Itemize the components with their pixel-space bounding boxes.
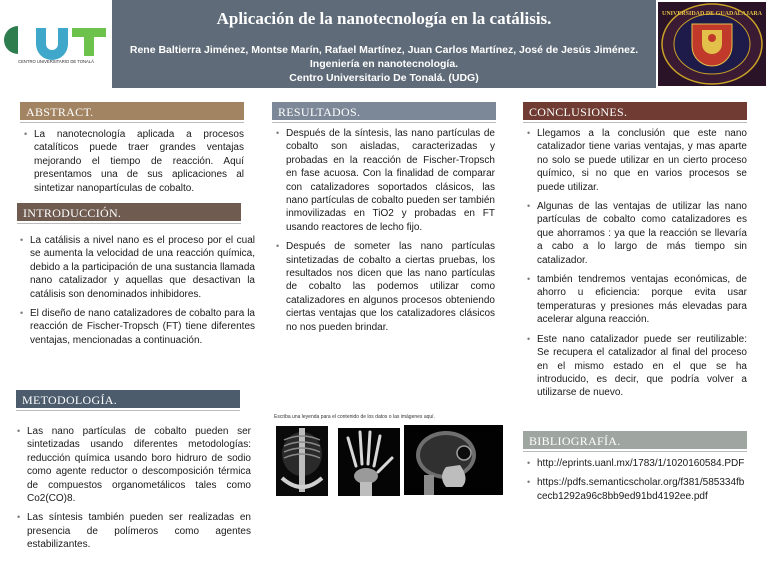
bibliography-link[interactable]: • https://pdfs.semanticscholar.org/f381/585334fbcecb1292a96c8bb9ed91bd4192ee.pdf <box>523 476 747 503</box>
resultados-list <box>272 127 495 340</box>
conclusiones-item: • Llegamos a la conclusión que este nano catalizador tiene varias ventajas, y mas aparte no solo se puede utilizar en un cierto proceso químico, si no que en varios procesos se puede utilizar. <box>523 127 747 194</box>
abstract-heading: ABSTRACT. <box>20 102 244 122</box>
metodologia-item: • Las síntesis también pueden ser realizadas en presencia de polímeros como agentes estabilizantes. <box>13 511 251 551</box>
institution-line: Centro Universitario De Tonalá. (UDG) <box>289 72 479 84</box>
conclusiones-list <box>523 127 747 406</box>
bibliografia-list <box>523 457 747 509</box>
bibliography-link[interactable]: • http://eprints.uanl.mx/1783/1/1020160584.PDF <box>523 457 747 470</box>
resultados-item: • Después de la síntesis, las nano partículas de cobalto son aisladas, caracterizadas y probadas en la reacción de Fischer-Tropsch en fase acuosa. Con la finalidad de comparar con catalizadores soportados clásicos, las nano partículas de cobalto pueden ser también inmovilizadas en TiO2 y probadas en FT usando reactores de lecho fijo. <box>272 127 495 234</box>
resultados-item: • Después de someter las nano partículas sintetizadas de cobalto a ciertas pruebas, los resultados nos dicen que las nano partículas de cobalto las podemos utilizar como catalizadores en algunos procesos obteniendo ciertas ventajas que los catalizadores clásicos no nos pueden brindar. <box>272 240 495 334</box>
conclusiones-item: • Algunas de las ventajas de utilizar las nano partículas de cobalto como catalizadores es que ahorramos : ya que la reacción se llevaría a cabo a lo largo de más tiempo sin catalizador. <box>523 200 747 267</box>
skull-xray-image <box>404 425 503 495</box>
poster-title: Aplicación de la nanotecnología en la catálisis. <box>216 9 552 28</box>
figure-caption: Escriba una leyenda para el contenido de los datos o las imágenes aquí. <box>274 414 435 420</box>
spine-xray-image <box>276 426 328 496</box>
authors-line: Rene Baltierra Jiménez, Montse Marín, Rafael Martínez, Juan Carlos Martínez, José de Jesús Jiménez. <box>129 44 639 56</box>
metodologia-heading: METODOLOGÍA. <box>16 390 240 410</box>
udg-seal <box>658 2 766 86</box>
introduccion-item: • El diseño de nano catalizadores de cobalto para la reacción de Fischer-Tropsch (FT) tiene diferentes ventajas, mencionadas a continuación. <box>16 307 255 347</box>
conclusiones-item: • Este nano catalizador puede ser reutilizable: Se recupera el catalizador al final del proceso en el mismo estado en el que se ha introducido, es decir, que podría volver a utilizarse de nuevo. <box>523 333 747 400</box>
udg-seal-caption: UNIVERSIDAD DE GUADALAJARA <box>661 11 763 17</box>
bibliografia-heading: BIBLIOGRAFÍA. <box>523 431 747 451</box>
metodologia-list <box>13 425 251 558</box>
abstract-list <box>20 128 244 201</box>
introduccion-heading: INTRODUCCIÓN. <box>17 203 241 223</box>
program-line: Ingeniería en nanotecnología. <box>309 58 459 70</box>
poster-header <box>0 0 768 88</box>
hand-xray-image <box>338 428 400 496</box>
resultados-heading: RESULTADOS. <box>272 102 496 122</box>
introduccion-list <box>16 234 255 353</box>
cut-logo <box>2 22 110 66</box>
conclusiones-item: • también tendremos ventajas económicas, de ahorro u eficiencia: porque evita usar temperaturas y presiones más elevadas para acelerar alguna reacción. <box>523 273 747 327</box>
metodologia-item: • Las nano partículas de cobalto pueden ser sintetizadas usando diferentes metodologías: reducción química usando boro hidruro de sodio como agente reductor o descomposición térmica de compuestos organometálicos tales como Co2(CO)8. <box>13 425 251 505</box>
cut-logo-caption: CENTRO UNIVERSITARIO DE TONALÁ <box>18 59 94 64</box>
introduccion-item: • La catálisis a nivel nano es el proceso por el cual se aumenta la velocidad de una reacción química, debido a la participación de una sustancia llamada nano catalizador y aquellas que desactivan la catálisis son denominados inhibidores. <box>16 234 255 301</box>
conclusiones-heading: CONCLUSIONES. <box>523 102 747 122</box>
abstract-item: • La nanotecnología aplicada a procesos catalíticos puede traer grandes ventajas mejorando el tiempo de reacción. Aquí presentamos una de sus aplicaciones al sintetizar nanopartículas de cobalto. <box>20 128 244 195</box>
authors-block <box>112 43 656 85</box>
